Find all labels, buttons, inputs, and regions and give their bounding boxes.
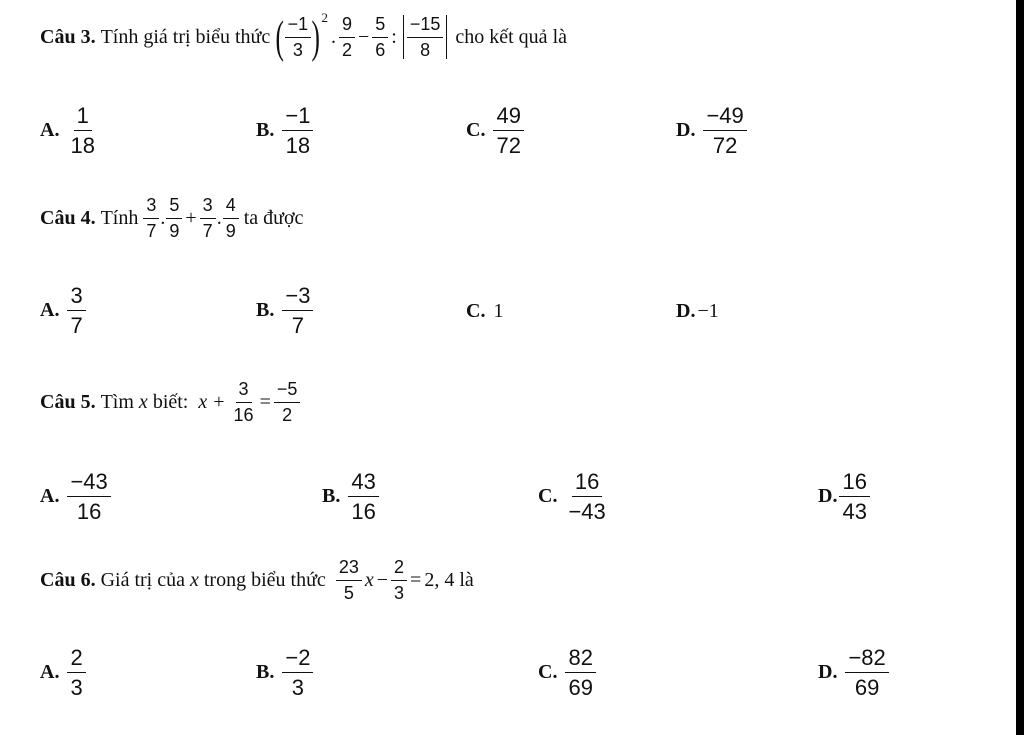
right-paren: ) <box>311 11 321 62</box>
question-3-line <box>40 10 567 62</box>
question-5-line: Câu 5. Tìm x biết: x + $\frac{3}{16}$ = $\frac{-5}{2}$ <box>40 380 300 425</box>
q3-option-b[interactable]: B. $\frac{-1}{18}$ <box>256 104 313 157</box>
q5-option-a[interactable]: A. $\frac{-43}{16}$ <box>40 470 111 523</box>
fraction-5-6: $\frac{5}{6}$ <box>372 15 388 60</box>
base-fraction: $\frac{-1}{3}$ <box>285 15 312 60</box>
q5-option-d[interactable]: D. $\frac{16}{43}$ <box>818 470 870 523</box>
question-5-text: Tìm <box>100 390 134 413</box>
absolute-value: $\frac{-15}{8}$ <box>403 15 448 60</box>
question-6-expression: $\frac{23}{5}$ x − $\frac{2}{3}$ = 2, 4 <box>336 558 455 603</box>
q4-option-d[interactable]: D. −1 <box>676 300 719 322</box>
question-3-label: Câu 3. <box>40 25 96 48</box>
fraction-9-2: $\frac{9}{2}$ <box>339 15 355 60</box>
q6-option-d[interactable]: D. $\frac{-82}{69}$ <box>818 646 889 699</box>
q3-option-d[interactable]: D. $\frac{-49}{72}$ <box>676 104 747 157</box>
q4-option-b[interactable]: B. $\frac{-3}{7}$ <box>256 284 313 337</box>
question-6-label: Câu 6. <box>40 568 96 591</box>
q4-option-a[interactable]: A. $\frac{3}{7}$ <box>40 284 86 337</box>
q4-option-c[interactable]: C. 1 <box>466 300 504 322</box>
exponent: 2 <box>321 10 328 25</box>
q5-option-b[interactable]: B. $\frac{43}{16}$ <box>322 470 379 523</box>
question-3-expression: ( $\frac{-1}{3}$ ) 2 . $\frac{9}{2}$ − $\frac{5}{6}$ : $\frac{-15}{8}$ <box>275 14 450 60</box>
q6-option-b[interactable]: B. $\frac{-2}{3}$ <box>256 646 313 699</box>
question-5-expression: x + $\frac{3}{16}$ = $\frac{-5}{2}$ <box>198 380 300 425</box>
question-4-expression: $\frac{3}{7}$ . $\frac{5}{9}$ + $\frac{3}{7}$ . $\frac{4}{9}$ <box>143 196 238 241</box>
question-5-label: Câu 5. <box>40 390 96 413</box>
q3-option-c[interactable]: C. $\frac{49}{72}$ <box>466 104 524 157</box>
question-6-line: Câu 6. Giá trị của x trong biểu thức $\frac{23}{5}$ x − $\frac{2}{3}$ = 2, 4 là <box>40 557 474 603</box>
q5-option-c[interactable]: C. $\frac{16}{-43}$ <box>538 469 606 525</box>
question-4-suffix: ta được <box>243 206 304 229</box>
q3-option-a[interactable]: A. $\frac{1}{18}$ <box>40 103 95 159</box>
question-4-text: Tính <box>100 206 139 229</box>
q6-option-a[interactable]: A. $\frac{2}{3}$ <box>40 646 86 699</box>
question-4-line <box>40 196 303 241</box>
question-3-text: Tính giá trị biểu thức <box>100 25 271 48</box>
q6-option-c[interactable]: C. $\frac{82}{69}$ <box>538 646 596 699</box>
question-3-suffix: cho kết quả là <box>455 25 567 48</box>
left-paren: ( <box>275 11 285 62</box>
question-6-suffix: là <box>459 568 474 591</box>
question-4-label: Câu 4. <box>40 206 96 229</box>
question-6-text: Giá trị của <box>100 568 185 591</box>
